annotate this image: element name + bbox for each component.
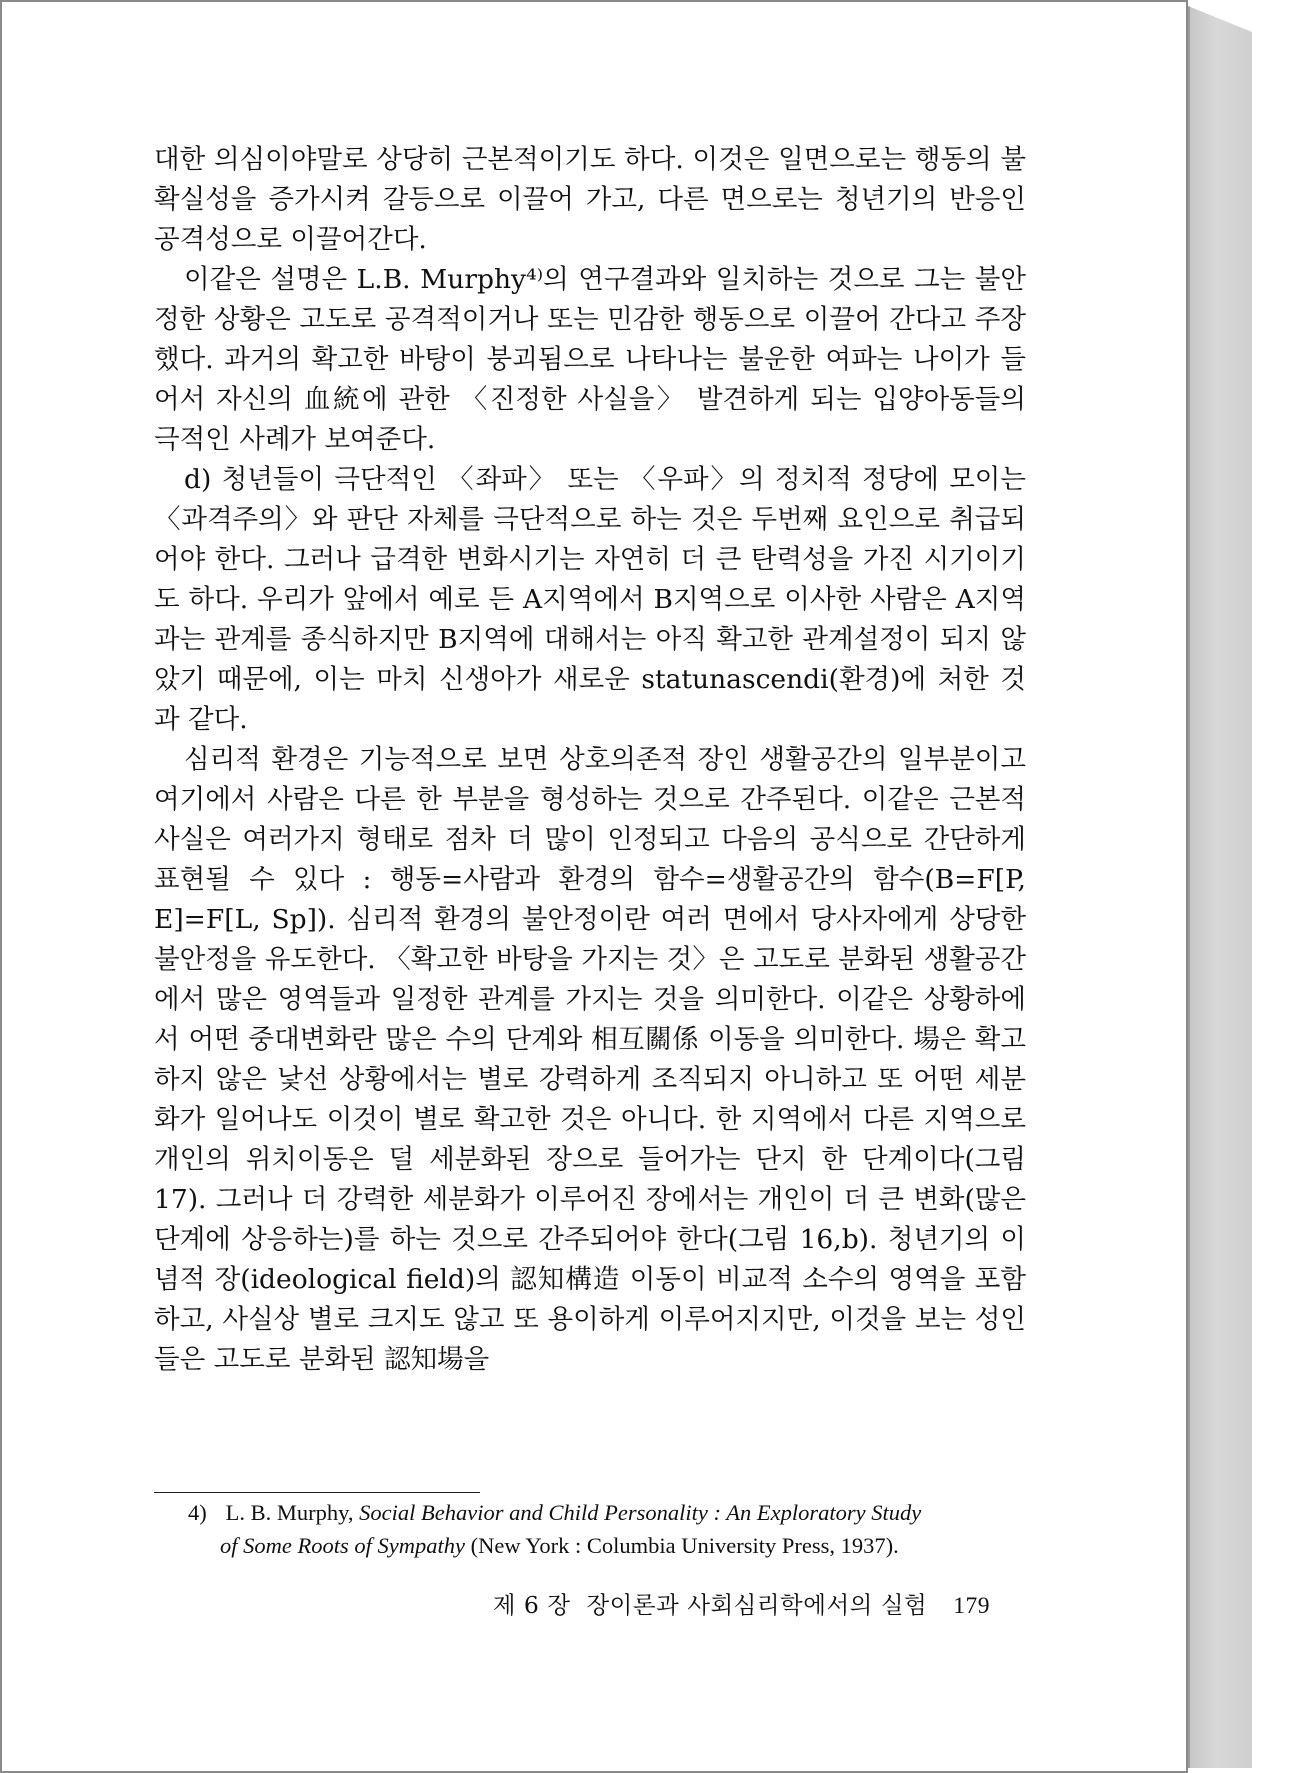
paragraph-1: 대한 의심이야말로 상당히 근본적이기도 하다. 이것은 일면으로는 행동의 불확실성을 증가시켜 갈등으로 이끌어 가고, 다른 면으로는 청년기의 반응인 공격성으로 이끌어간다. bbox=[154, 144, 1026, 255]
footnote-line-2 bbox=[188, 1529, 1028, 1562]
paragraph-4: 심리적 환경은 기능적으로 보면 상호의존적 장인 생활공간의 일부분이고 여기에서 사람은 다른 한 부분을 형성하는 것으로 간주된다. 이같은 근본적 사실은 여러가지 형태로 점차 더 많이 인정되고 다음의 공식으로 간단하게 표현될 수 있다 : 행동=사람과 환경의 함수=생활공간의 함수(B=F[P, E]=F[L, Sp]). 심리적 환경의 불안정이란 여러 면에서 당사자에게 상당한 불안정을 유도한다. 〈확고한 바탕을 가지는 것〉은 고도로 분화된 생활공간에서 많은 영역들과 일정한 관계를 가지는 것을 의미한다. 이같은 상황하에서 어떤 중대변화란 많은 수의 단계와 相互關係 이동을 의미한다. 場은 확고하지 않은 낯선 상황에서는 별로 강력하게 조직되지 아니하고 또 어떤 세분화가 일어나도 이것이 별로 확고한 것은 아니다. 한 지역에서 다른 지역으로 개인의 위치이동은 덜 세분화된 장으로 들어가는 단지 한 단계이다(그림 17). 그러나 더 강력한 세분화가 이루어진 장에서는 개인이 더 큰 변화(많은 단계에 상응하는)를 하는 것으로 간주되어야 한다(그림 16,b). 청년기의 이념적 장(ideological field)의 認知構造 이동이 비교적 소수의 영역을 포함하고, 사실상 별로 크지도 않고 또 용이하게 이루어지지만, 이것을 보는 성인들은 고도로 분화된 認知場을 bbox=[154, 744, 1026, 1375]
paragraph-3: d) 청년들이 극단적인 〈좌파〉 또는 〈우파〉의 정치적 정당에 모이는 〈과격주의〉와 판단 자체를 극단적으로 하는 것은 두번째 요인으로 취급되어야 한다. 그러나 급격한 변화시기는 자연히 더 큰 탄력성을 가진 시기이기도 하다. 우리가 앞에서 예로 든 A지역에서 B지역으로 이사한 사람은 A지역과는 관계를 종식하지만 B지역에 대해서는 아직 확고한 관계설정이 되지 않았기 때문에, 이는 마치 신생아가 새로운 statunascendi(환경)에 처한 것과 같다. bbox=[154, 464, 1026, 735]
body-text bbox=[154, 140, 1026, 1380]
footnote-divider bbox=[154, 1492, 480, 1493]
footnote-publisher: (New York : Columbia University Press, 1937). bbox=[470, 1533, 899, 1558]
footnote-line-1 bbox=[188, 1496, 1028, 1529]
running-footer bbox=[493, 1586, 990, 1620]
page-number: 179 bbox=[953, 1593, 990, 1619]
chapter-title: 제 6 장 장이론과 사회심리학에서의 실험 bbox=[492, 1591, 928, 1619]
footnote-number: 4) bbox=[188, 1500, 207, 1525]
footnote-author: L. B. Murphy, bbox=[225, 1500, 354, 1525]
footnote-title-2: of Some Roots of Sympathy bbox=[220, 1533, 465, 1558]
footnote bbox=[188, 1496, 1028, 1562]
footnote-title-1: Social Behavior and Child Personality : An Exploratory Study bbox=[359, 1500, 922, 1525]
paragraph-2: 이같은 설명은 L.B. Murphy⁴⁾의 연구결과와 일치하는 것으로 그는 불안정한 상황은 고도로 공격적이거나 또는 민감한 행동으로 이끌어 간다고 주장했다. 과거의 확고한 바탕이 붕괴됨으로 나타나는 불운한 여파는 나이가 들어서 자신의 血統에 관한 〈진정한 사실을〉 발견하게 되는 입양아동들의 극적인 사례가 보여준다. bbox=[154, 264, 1026, 455]
book-page-edge bbox=[1188, 6, 1252, 1768]
